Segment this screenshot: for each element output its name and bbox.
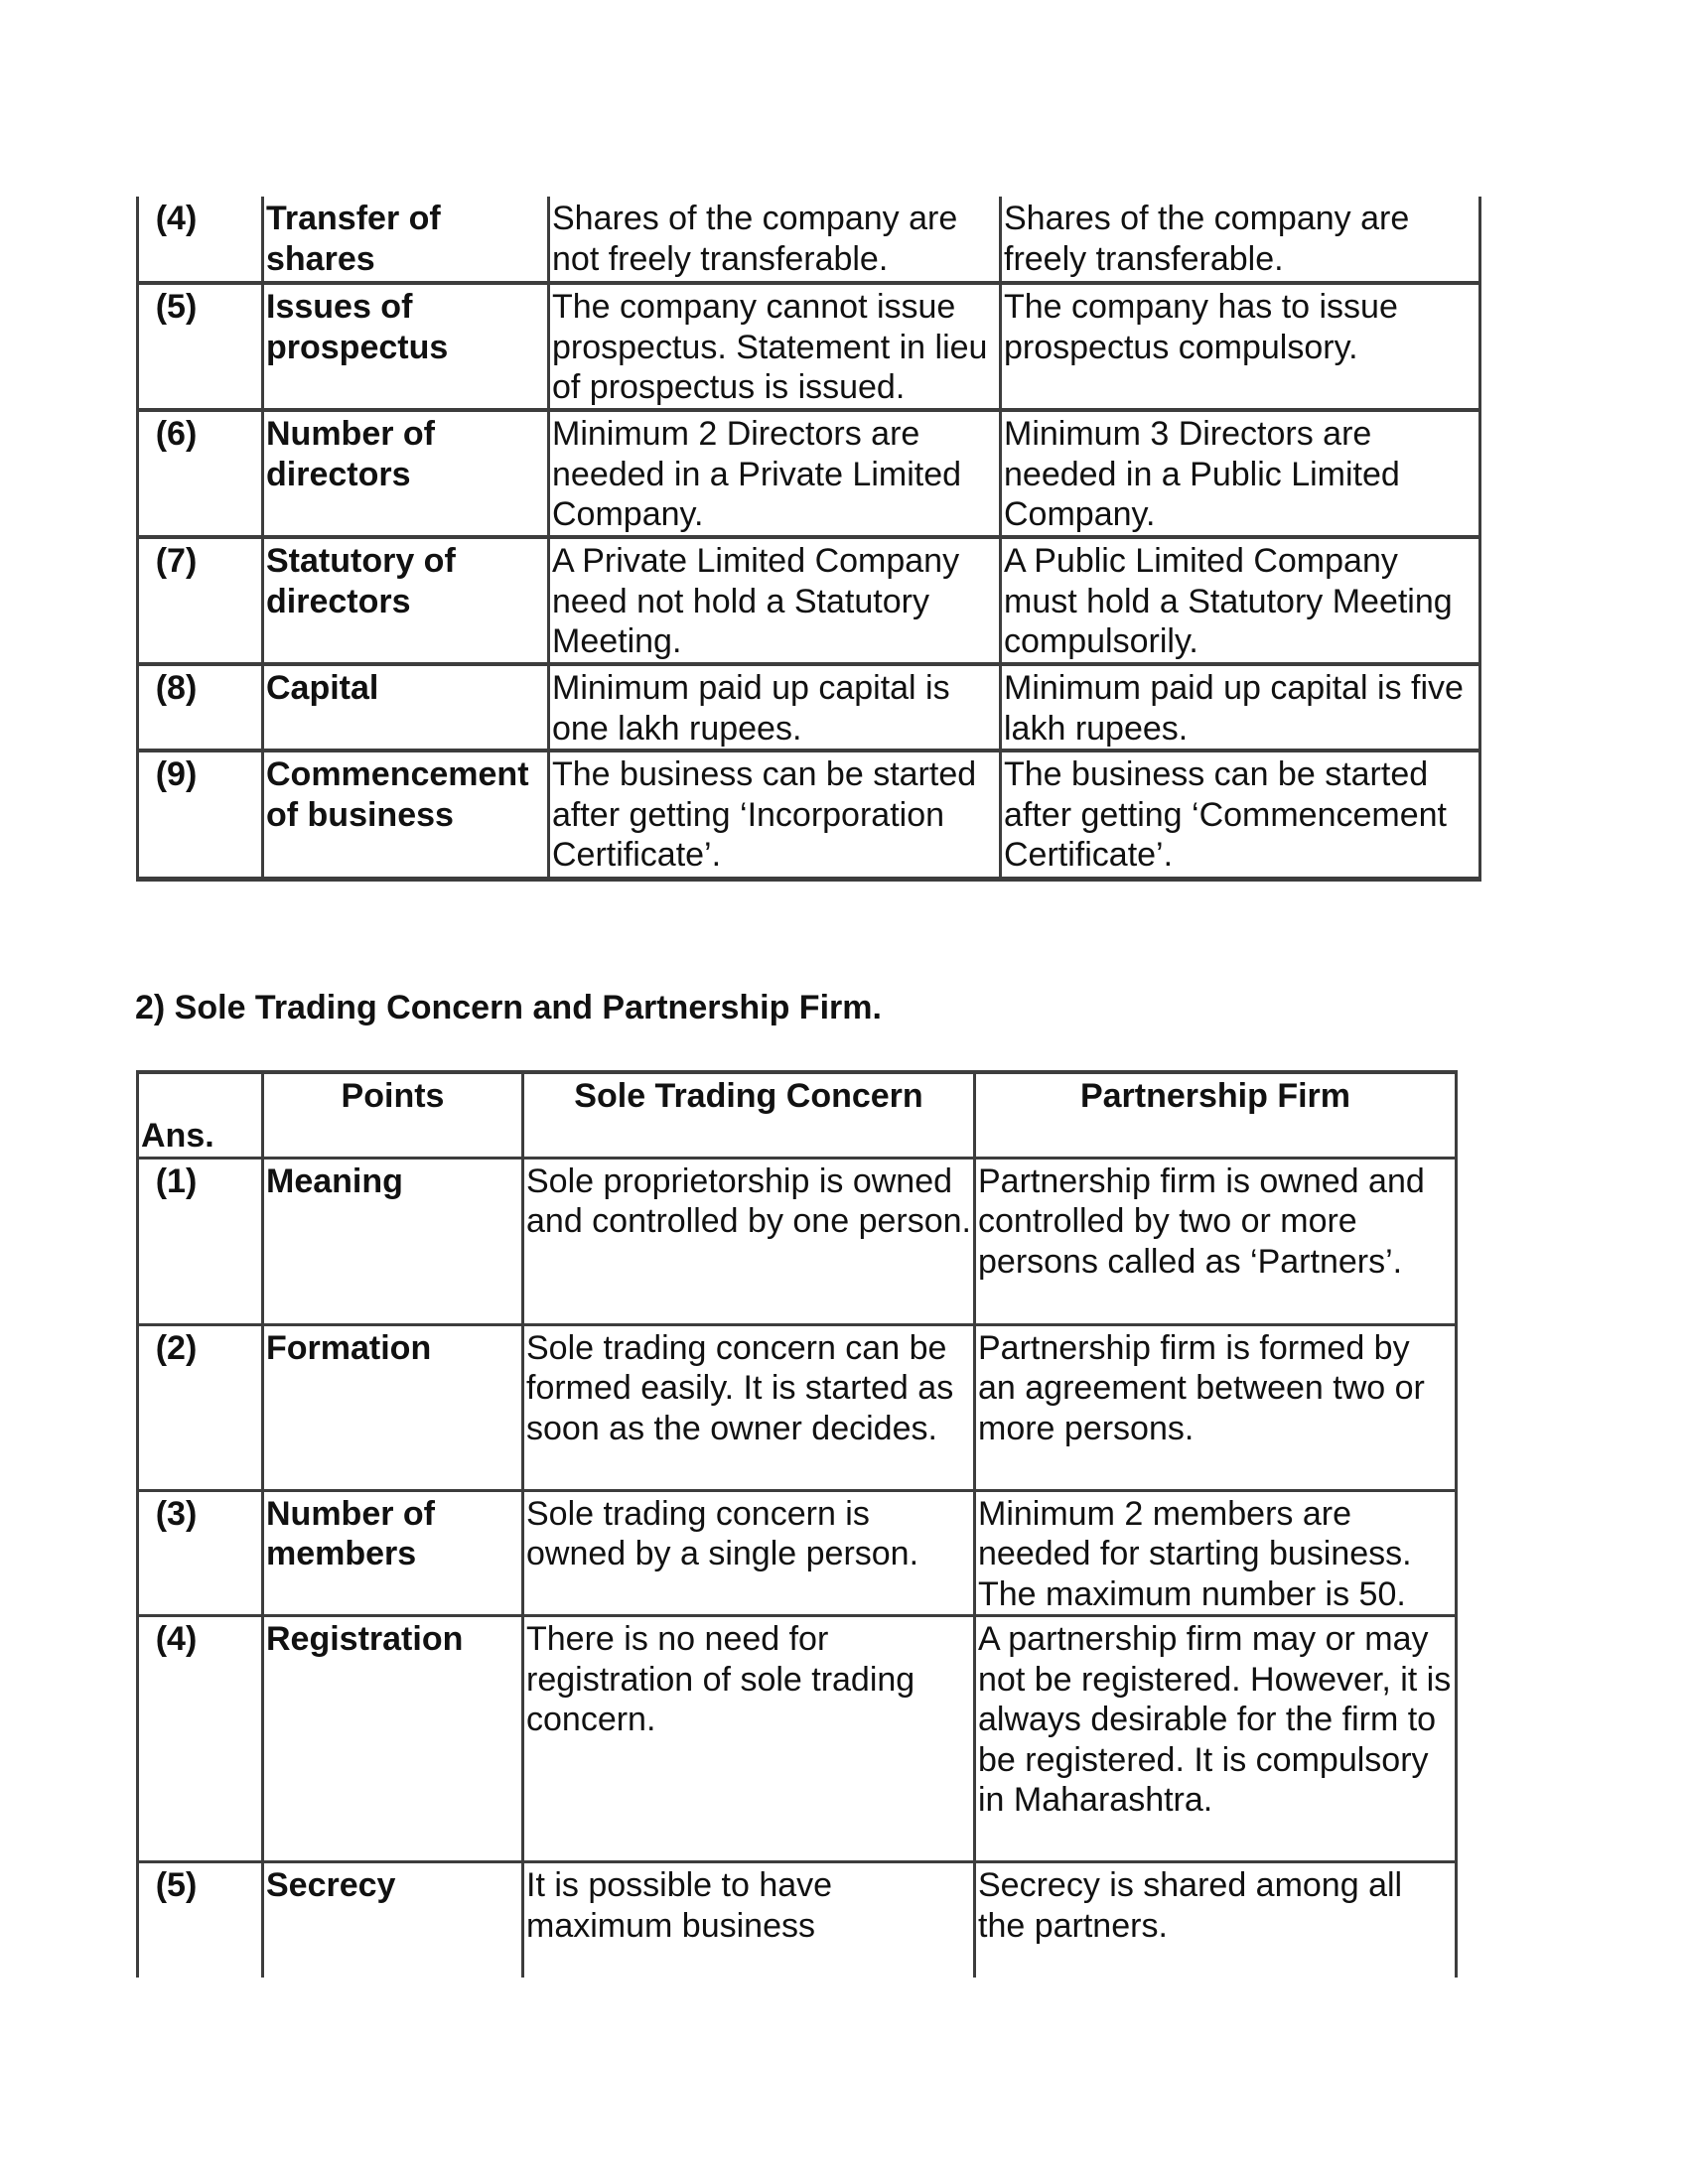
- row-point: Issues of prospectus: [263, 283, 549, 410]
- table-row: [138, 1158, 1457, 1324]
- row-partnership: Minimum 2 members are needed for starting business. The maximum number is 50.: [975, 1490, 1457, 1616]
- row-public-company: The company has to issue prospectus compulsory.: [1001, 283, 1480, 410]
- table-row: [138, 283, 1480, 410]
- table-row: [138, 664, 1480, 751]
- header-sole-trading: Sole Trading Concern: [523, 1072, 975, 1158]
- row-number: (5): [138, 283, 263, 410]
- row-private-company: The company cannot issue prospectus. Statement in lieu of prospectus is issued.: [549, 283, 1001, 410]
- row-public-company: Shares of the company are freely transferable.: [1001, 197, 1480, 283]
- row-sole-trading: There is no need for registration of sole trading concern.: [523, 1616, 975, 1862]
- table-row: [138, 1862, 1457, 1978]
- row-partnership: A partnership firm may or may not be registered. However, it is always desirable for the firm to be registered. It is compulsory in Maharashtra.: [975, 1616, 1457, 1862]
- row-number: (7): [138, 537, 263, 664]
- row-point: Number of members: [263, 1490, 523, 1616]
- row-point: Statutory of directors: [263, 537, 549, 664]
- row-sole-trading: Sole proprietorship is owned and controlled by one person.: [523, 1158, 975, 1324]
- table-header-row: [138, 1072, 1457, 1158]
- row-point: Commencement of business: [263, 751, 549, 879]
- row-private-company: The business can be started after getting ‘Incorporation Certificate’.: [549, 751, 1001, 879]
- row-number: (9): [138, 751, 263, 879]
- row-number: (4): [138, 1616, 263, 1862]
- row-number: (5): [138, 1862, 263, 1978]
- row-partnership: Partnership firm is formed by an agreement between two or more persons.: [975, 1324, 1457, 1490]
- row-private-company: Shares of the company are not freely transferable.: [549, 197, 1001, 283]
- table-row: [138, 537, 1480, 664]
- row-partnership: Secrecy is shared among all the partners.: [975, 1862, 1457, 1978]
- table-row: [138, 1490, 1457, 1616]
- row-number: (1): [138, 1158, 263, 1324]
- row-private-company: A Private Limited Company need not hold a Statutory Meeting.: [549, 537, 1001, 664]
- row-sole-trading: Sole trading concern is owned by a single person.: [523, 1490, 975, 1616]
- row-public-company: Minimum paid up capital is five lakh rupees.: [1001, 664, 1480, 751]
- section-heading: 2) Sole Trading Concern and Partnership Firm.: [135, 989, 882, 1026]
- row-number: (3): [138, 1490, 263, 1616]
- comparison-table-company: [136, 197, 1481, 882]
- row-point: Formation: [263, 1324, 523, 1490]
- table-row: [138, 197, 1480, 283]
- row-number: (8): [138, 664, 263, 751]
- row-number: (2): [138, 1324, 263, 1490]
- row-public-company: Minimum 3 Directors are needed in a Public Limited Company.: [1001, 410, 1480, 537]
- table-row: [138, 751, 1480, 879]
- table-row: [138, 1616, 1457, 1862]
- header-points: Points: [263, 1072, 523, 1158]
- row-private-company: Minimum paid up capital is one lakh rupees.: [549, 664, 1001, 751]
- header-partnership: Partnership Firm: [975, 1072, 1457, 1158]
- table-row: [138, 410, 1480, 537]
- row-point: Secrecy: [263, 1862, 523, 1978]
- ans-label: Ans.: [141, 1117, 214, 1155]
- comparison-table-sole-partnership: [136, 1070, 1458, 1978]
- row-number: (4): [138, 197, 263, 283]
- row-point: Capital: [263, 664, 549, 751]
- table-row: [138, 1324, 1457, 1490]
- row-number: (6): [138, 410, 263, 537]
- row-point: Number of directors: [263, 410, 549, 537]
- row-public-company: A Public Limited Company must hold a Statutory Meeting compulsorily.: [1001, 537, 1480, 664]
- row-sole-trading: Sole trading concern can be formed easily. It is started as soon as the owner decides.: [523, 1324, 975, 1490]
- row-partnership: Partnership firm is owned and controlled by two or more persons called as ‘Partners’.: [975, 1158, 1457, 1324]
- row-private-company: Minimum 2 Directors are needed in a Private Limited Company.: [549, 410, 1001, 537]
- header-ans: [138, 1072, 263, 1158]
- row-point: Meaning: [263, 1158, 523, 1324]
- row-point: Transfer of shares: [263, 197, 549, 283]
- row-point: Registration: [263, 1616, 523, 1862]
- row-sole-trading: It is possible to have maximum business: [523, 1862, 975, 1978]
- row-public-company: The business can be started after getting ‘Commencement Certificate’.: [1001, 751, 1480, 879]
